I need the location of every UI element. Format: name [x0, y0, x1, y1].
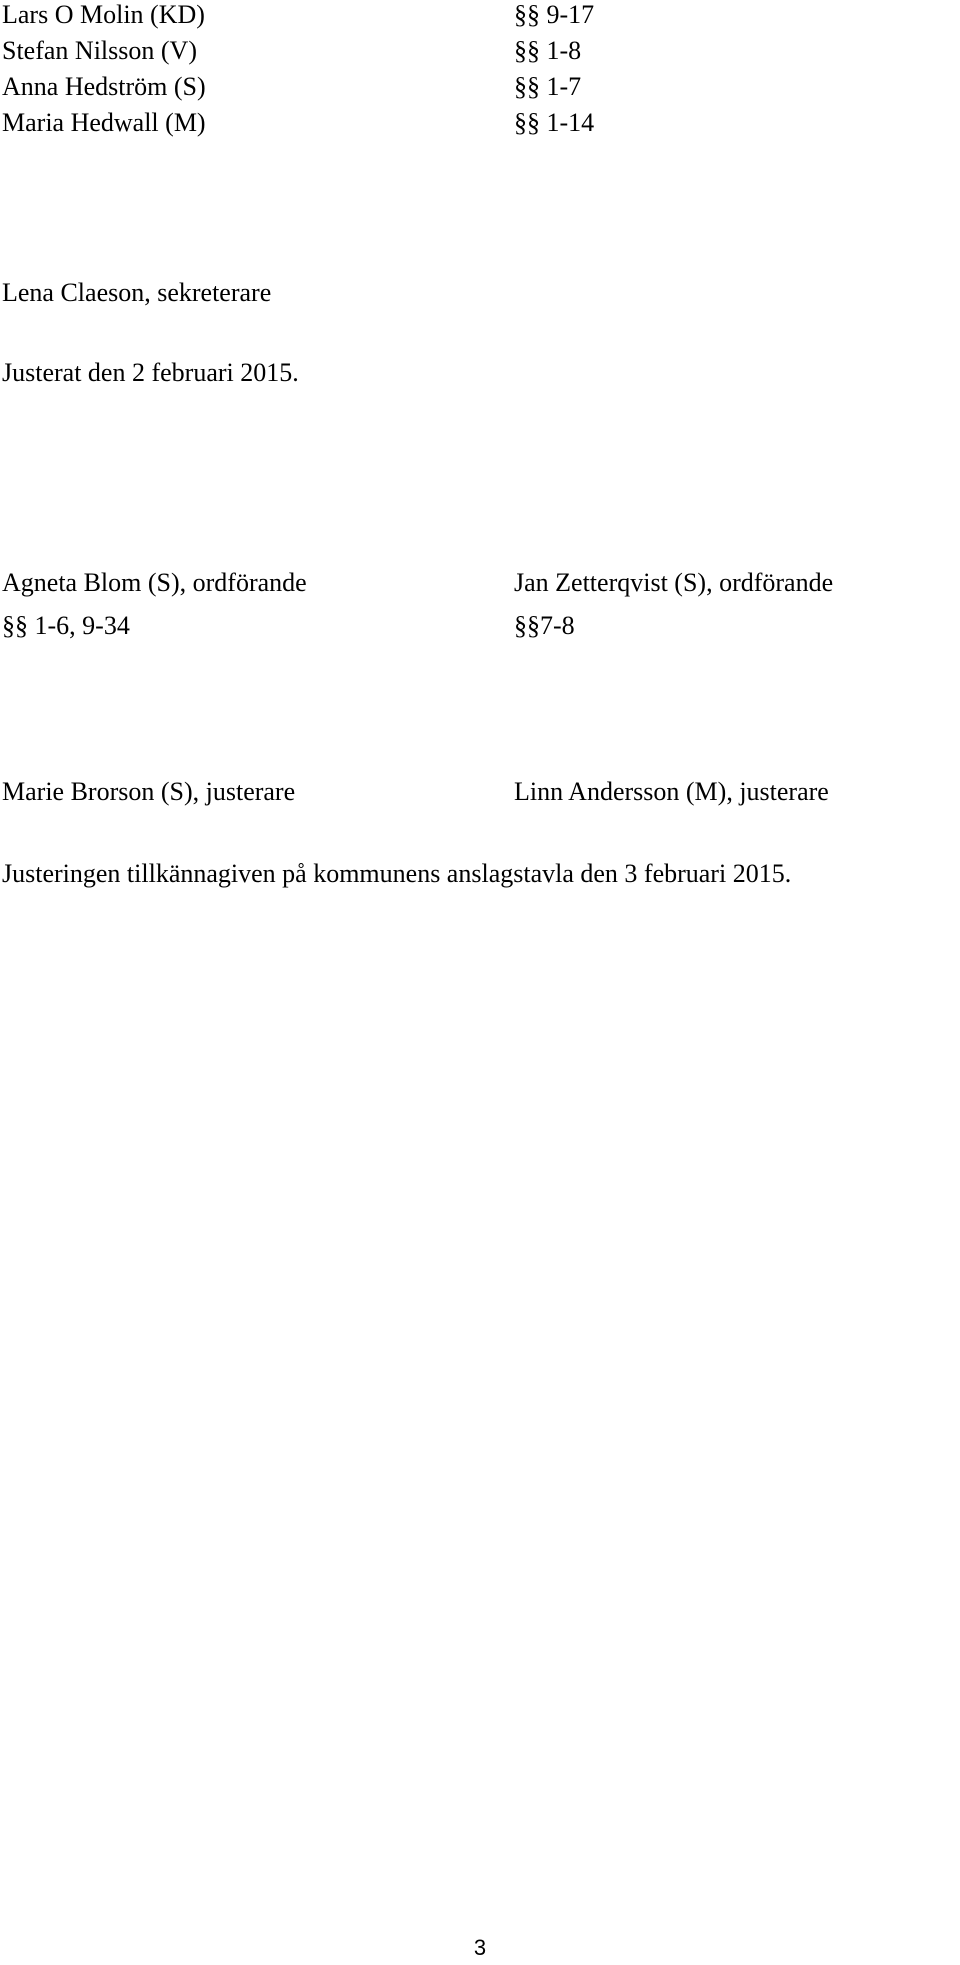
chair-sections: §§7-8 [514, 611, 575, 640]
chair-name: Jan Zetterqvist (S), ordförande [514, 568, 834, 597]
attendee-sections: §§ 1-8 [514, 36, 582, 65]
announcement-text: Justeringen tillkännagiven på kommunens anslagstavla den 3 februari 2015. [2, 859, 792, 888]
chair-sections: §§ 1-6, 9-34 [2, 611, 130, 640]
attendee-name: Anna Hedström (S) [2, 72, 206, 101]
adjuster-name: Linn Andersson (M), justerare [514, 777, 829, 806]
attendee-sections: §§ 1-14 [514, 108, 595, 137]
verification-date: Justerat den 2 februari 2015. [2, 358, 299, 387]
secretary-signature: Lena Claeson, sekreterare [2, 278, 272, 307]
attendee-name: Lars O Molin (KD) [2, 0, 205, 29]
attendee-name: Maria Hedwall (M) [2, 108, 206, 137]
adjuster-name: Marie Brorson (S), justerare [2, 777, 296, 806]
page-number: 3 [473, 1935, 487, 1960]
attendee-sections: §§ 9-17 [514, 0, 595, 29]
chair-name: Agneta Blom (S), ordförande [2, 568, 307, 597]
attendee-name: Stefan Nilsson (V) [2, 36, 197, 65]
attendee-sections: §§ 1-7 [514, 72, 582, 101]
